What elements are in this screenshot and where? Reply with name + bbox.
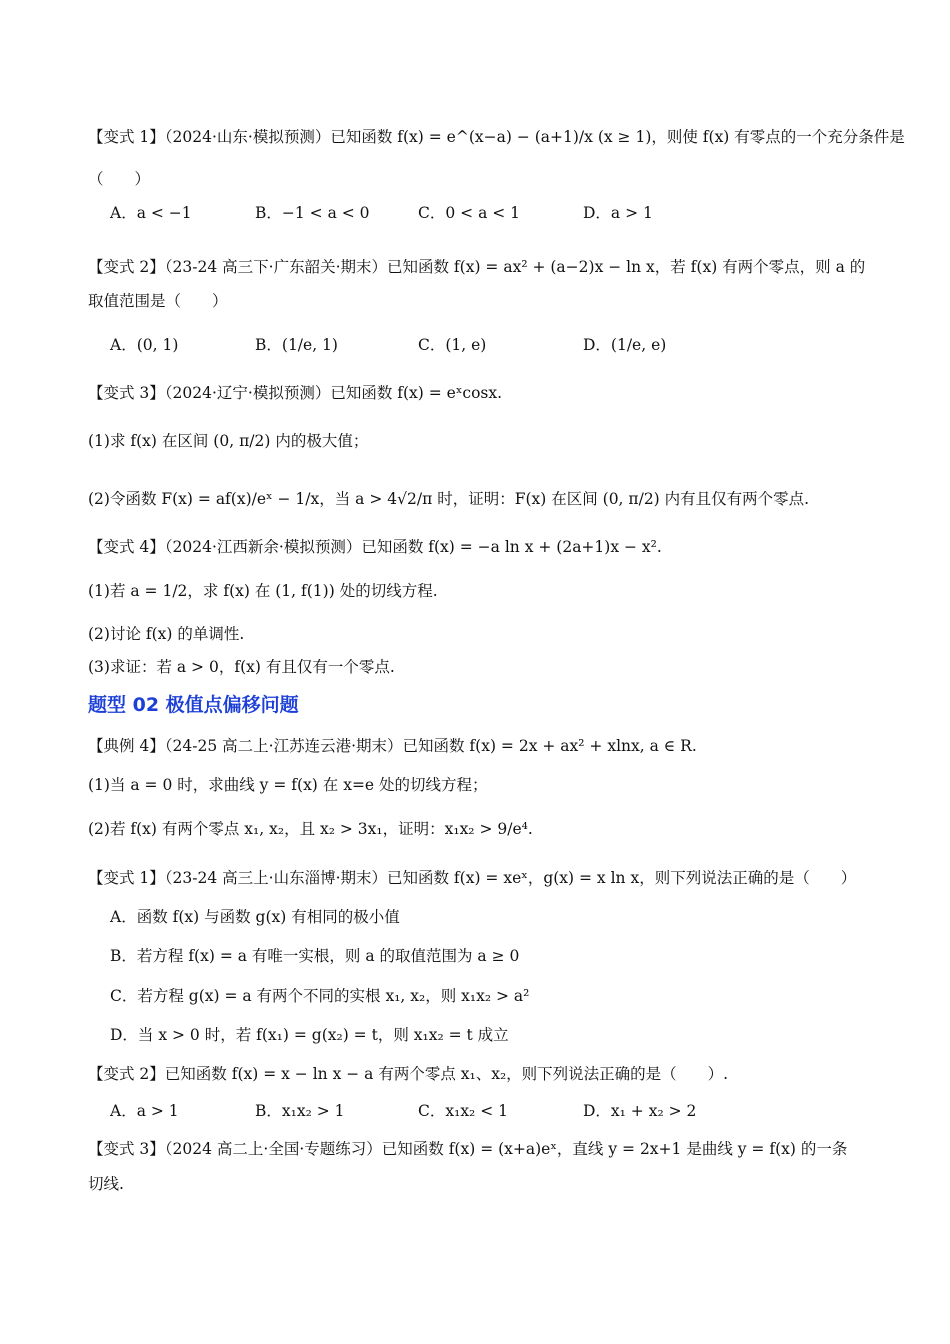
variant4-part1: (1)若 a = 1/2，求 f(x) 在 (1, f(1)) 处的切线方程. xyxy=(88,582,438,600)
c-variant2-question: 【变式 2】已知函数 f(x) = x − ln x − a 有两个零点 x₁、x₂，则下列说法正确的是（ ）. xyxy=(88,1065,729,1083)
option-c: C．(1, e) xyxy=(418,336,487,354)
variant2-question: 【变式 2】（23-24 高三下·广东韶关·期末）已知函数 f(x) = ax² + (a−2)x − ln x，若 f(x) 有两个零点，则 a 的 xyxy=(88,258,866,276)
option-d: D．x₁ + x₂ > 2 xyxy=(583,1102,697,1120)
c-variant1-question: 【变式 1】（23-24 高三上·山东淄博·期末）已知函数 f(x) = xeˣ，g(x) = x ln x，则下列说法正确的是（ ） xyxy=(88,869,857,887)
example4-question: 【典例 4】（24-25 高二上·江苏连云港·期末）已知函数 f(x) = 2x + ax² + xlnx, a ∈ R. xyxy=(88,737,697,755)
variant3-part1: (1)求 f(x) 在区间 (0, π/2) 内的极大值； xyxy=(88,432,369,450)
option-b: B．(1/e, 1) xyxy=(255,336,338,354)
option-c: C．0 < a < 1 xyxy=(418,204,521,222)
option-a: A．(0, 1) xyxy=(110,336,179,354)
option-b: B．x₁x₂ > 1 xyxy=(255,1102,345,1120)
section-heading: 题型 02 极值点偏移问题 xyxy=(88,694,299,716)
variant1-question: 【变式 1】（2024·山东·模拟预测）已知函数 f(x) = e^(x−a) − (a+1)/x (x ≥ 1)，则使 f(x) 有零点的一个充分条件是 xyxy=(88,128,905,146)
option-a: A．a > 1 xyxy=(110,1102,179,1120)
variant3-part2: (2)令函数 F(x) = af(x)/eˣ − 1/x，当 a > 4√2/π 时，证明：F(x) 在区间 (0, π/2) 内有且仅有两个零点. xyxy=(88,490,810,508)
variant1-paren: （ ） xyxy=(88,170,151,188)
variant2-question-cont: 取值范围是（ ） xyxy=(88,292,228,310)
variant4-question: 【变式 4】（2024·江西新余·模拟预测）已知函数 f(x) = −a ln x + (2a+1)x − x². xyxy=(88,538,662,556)
c-variant1-option-c: C．若方程 g(x) = a 有两个不同的实根 x₁, x₂，则 x₁x₂ > a² xyxy=(110,987,530,1005)
example4-part1: (1)当 a = 0 时，求曲线 y = f(x) 在 x=e 处的切线方程； xyxy=(88,776,488,794)
variant4-part3: (3)求证：若 a > 0，f(x) 有且仅有一个零点. xyxy=(88,658,395,676)
option-c: C．x₁x₂ < 1 xyxy=(418,1102,508,1120)
option-d: D．a > 1 xyxy=(583,204,653,222)
option-d: D．(1/e, e) xyxy=(583,336,667,354)
variant3-question: 【变式 3】（2024·辽宁·模拟预测）已知函数 f(x) = eˣcosx. xyxy=(88,384,503,402)
c-variant1-option-a: A．函数 f(x) 与函数 g(x) 有相同的极小值 xyxy=(110,908,400,926)
example4-part2: (2)若 f(x) 有两个零点 x₁, x₂，且 x₂ > 3x₁，证明：x₁x₂ > 9/e⁴. xyxy=(88,820,533,838)
c-variant3-question-cont: 切线. xyxy=(88,1175,124,1193)
c-variant1-option-d: D．当 x > 0 时，若 f(x₁) = g(x₂) = t，则 x₁x₂ = t 成立 xyxy=(110,1026,509,1044)
option-a: A．a < −1 xyxy=(110,204,192,222)
option-b: B．−1 < a < 0 xyxy=(255,204,370,222)
c-variant1-option-b: B．若方程 f(x) = a 有唯一实根，则 a 的取值范围为 a ≥ 0 xyxy=(110,947,520,965)
variant4-part2: (2)讨论 f(x) 的单调性. xyxy=(88,625,245,643)
c-variant3-question: 【变式 3】（2024 高二上·全国·专题练习）已知函数 f(x) = (x+a)eˣ，直线 y = 2x+1 是曲线 y = f(x) 的一条 xyxy=(88,1140,848,1158)
